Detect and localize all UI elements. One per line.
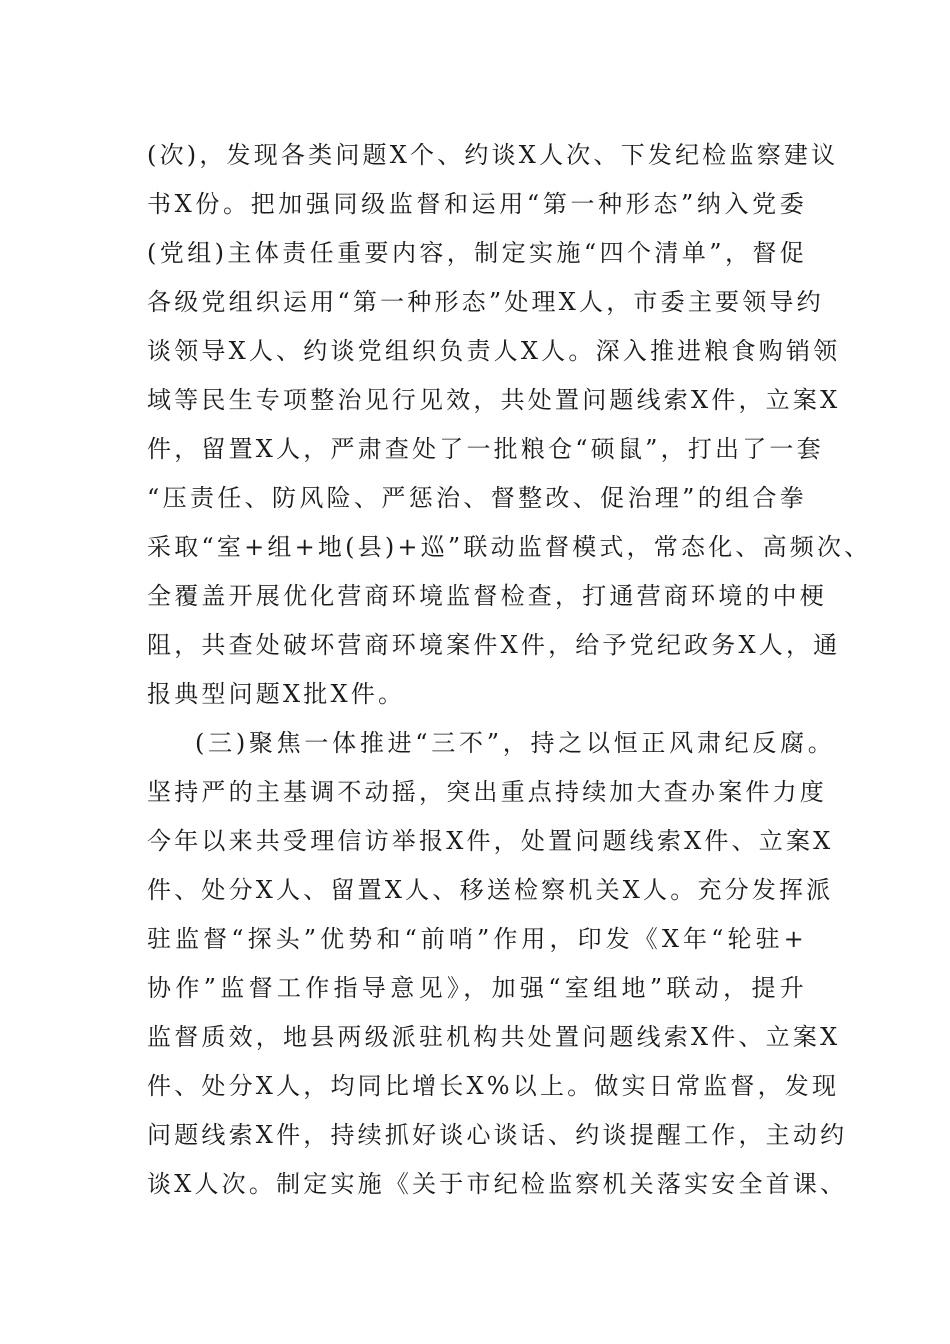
text-line: 书X份。把加强同级监督和运用“第一种形态”纳入党委	[147, 190, 807, 218]
text-line: 域等民生专项整治见行见效，共处置问题线索X件，立案X	[147, 386, 841, 414]
text-line: 件，留置X人，严肃查处了一批粮仓“硕鼠”，打出了一套	[147, 435, 824, 463]
text-line: 协作”监督工作指导意见》，加强“室组地”联动，提升	[147, 974, 807, 1002]
text-line: 报典型问题X批X件。	[147, 680, 406, 708]
text-line: 问题线索X件，持续抓好谈心谈话、约谈提醒工作，主动约	[147, 1121, 848, 1149]
text-line: (次)，发现各类问题X个、约谈X人次、下发纪检监察建议	[147, 141, 839, 169]
section-heading-line: (三)聚焦一体推进“三不”，持之以恒正风肃纪反腐。	[195, 729, 835, 757]
text-line: 今年以来共受理信访举报X件，处置问题线索X件、立案X	[147, 827, 834, 855]
text-line: 全覆盖开展优化营商环境监督检查，打通营商环境的中梗	[147, 582, 827, 610]
text-line: 谈X人次。制定实施《关于市纪检监察机关落实安全首课、	[147, 1170, 848, 1198]
text-line: 监督质效，地县两级派驻机构共处置问题线索X件、立案X	[147, 1023, 841, 1051]
text-line: (党组)主体责任重要内容，制定实施“四个清单”，督促	[147, 239, 807, 267]
text-line: 阻，共查处破坏营商环境案件X件，给予党纪政务X人，通	[147, 631, 841, 659]
text-line: 采取“室+组+地(县)+巡”联动监督模式，常态化、高频次、	[147, 533, 872, 561]
text-line: 各级党组织运用“第一种形态”处理X人，市委主要领导约	[147, 288, 824, 316]
text-line: 件、处分X人，均同比增长X%以上。做实日常监督，发现	[147, 1072, 840, 1100]
text-line: 驻监督“探头”优势和“前哨”作用，印发《X年“轮驻+	[147, 925, 807, 953]
text-line: 坚持严的主基调不动摇，突出重点持续加大查办案件力度	[147, 778, 827, 806]
text-line: 谈领导X人、约谈党组织负责人X人。深入推进粮食购销领	[147, 337, 841, 365]
text-line: 件、处分X人、留置X人、移送检察机关X人。充分发挥派	[147, 876, 834, 904]
text-line: “压责任、防风险、严惩治、督整改、促治理”的组合拳	[147, 484, 807, 512]
